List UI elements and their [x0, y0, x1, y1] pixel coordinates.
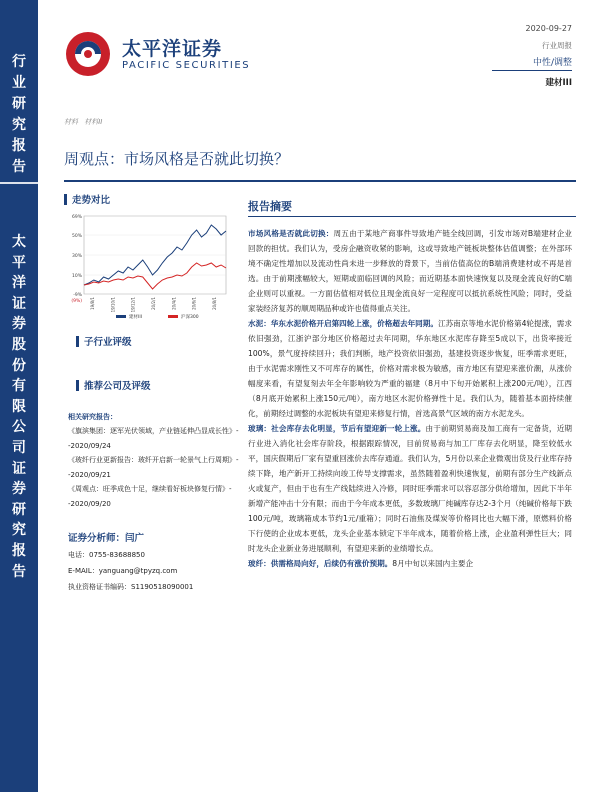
section-marker: [76, 380, 79, 391]
section-marker: [64, 194, 67, 205]
paragraph-text: 江苏南京等地水泥价格第4轮提涨，需求依旧强劲，江浙沪部分地区价格超过去年同期，华东地区水泥库存降至5成以下，出货率接近100%，景气度持续回升；我们判断，地产投资依旧强劲，基建投资逐步恢复，旺季需求更旺，由于水泥需求刚性又不可库存的属性，价格对需求极为敏感，南方地区有望迎来涨价潮，从涨价幅度来看，有望复刻去年全年影响较为严重的福建（8月中下旬开始累积上涨200元/吨），江西（8月底开始累积上涨150元/吨），南方地区水泥价格弹性十足。我们认为，随着基本面持续催化，前期经过调整的水泥板块有望迎来修复行情，首选高景气区域的南方水泥龙头。: [248, 319, 572, 418]
summary-body: [248, 226, 572, 571]
trend-chart: [64, 206, 234, 326]
paragraph-lead: 玻纤：供需格局向好，后续仍有涨价预期。: [248, 559, 393, 568]
breadcrumb-level-1: 材料: [64, 118, 78, 126]
report-type: 行业周报: [542, 41, 572, 50]
paragraph-lead: 玻璃：社会库存去化明显，节后有望迎新一轮上涨。: [248, 424, 426, 433]
paragraph-text: 8月中旬以来国内主要企: [392, 559, 474, 568]
related-reports-list: [68, 424, 244, 512]
summary-rule: [248, 216, 576, 217]
sidebar: [0, 0, 38, 792]
sidebar-report-label: 行业研究报告: [12, 54, 26, 175]
sub-rating-header: [76, 334, 132, 348]
x-tick-label: 19/8/1: [90, 297, 96, 310]
industry-rating: 中性/调整: [532, 58, 572, 68]
related-report-item[interactable]: 《旗滨集团：逐军光伏领域，产业链延伸凸显成长性》--2020/09/24: [68, 427, 239, 450]
summary-paragraph: [248, 421, 572, 556]
legend-label: 沪深300: [181, 315, 199, 320]
y-tick-label: -9%: [73, 293, 82, 298]
related-report-item[interactable]: 《周观点：旺季成色十足，继续看好板块修复行情》--2020/09/20: [68, 485, 232, 508]
x-tick-label: 19/12/1: [130, 297, 136, 313]
brand-name-en: PACIFIC SECURITIES: [122, 60, 251, 71]
related-reports-title: 相关研究报告：: [68, 413, 117, 421]
y-tick-label: 30%: [71, 254, 82, 259]
industry-name: 建材III: [545, 78, 572, 88]
legend-swatch: [116, 315, 126, 318]
section-marker: [76, 336, 79, 347]
y-tick-label: 69%: [71, 215, 82, 220]
summary-paragraph: [248, 226, 572, 316]
summary-paragraph: [248, 316, 572, 421]
y-tick-label: 50%: [71, 234, 82, 239]
related-report-item[interactable]: 《玻纤行业更新报告：玻纤开启新一轮景气上行周期》--2020/09/21: [68, 456, 239, 479]
y-tick-label: 10%: [71, 274, 82, 279]
breadcrumb-level-2: 材料II: [84, 118, 103, 126]
x-tick-label: 19/10/1: [110, 297, 116, 313]
recommend-header: [76, 378, 151, 392]
analyst-license: 执业资格证书编码：S1190518090001: [68, 583, 194, 591]
legend-label: 建材III: [129, 315, 142, 320]
header-rule: [492, 70, 572, 71]
x-tick-label: 20/2/1: [151, 297, 156, 310]
summary-title: 报告摘要: [248, 200, 292, 213]
x-tick-label: 20/8/1: [211, 297, 217, 310]
report-date: 2020-09-27: [525, 24, 572, 33]
paragraph-lead: 市场风格是否就此切换：: [248, 229, 334, 238]
x-tick-label: 20/4/1: [171, 297, 177, 310]
analyst-name: 证券分析师：闫广: [68, 533, 145, 544]
summary-paragraph: [248, 556, 572, 571]
paragraph-text: 由于前期贸易商及加工商有一定备货，近期行业进入消化社会库存阶段，根据跟踪情况，目前贸易商与加工厂库存去化明显，降至较低水平，国庆假期后厂家有望重回涨价去库存通道。我们认为，5月份以来企业微观出货及行业库存持续下降，地产新开工持续向竣工传导支撑需求，虽然随着盈利快速恢复，前期有部分生产线新点火或复产，但由于也有生产线陆续进入冷修，同时旺季需求可以容忍部分供给增加，因此下半年新增产能冲击十分有限；而由于今年成本更低，多数玻璃厂纯碱库存达2-3个月（纯碱价格每下跌100元/吨，玻璃箱成本节约1元/重箱）；同时石油焦及煤炭等价格同比也大幅下滑，原燃料价格下行使的企业成本更低，龙头企业基本锁定下半年成本，随着价格上涨，企业盈利弹性巨大；同时龙头企业新业务进展顺利，有望迎来新的业绩增长点。: [248, 424, 573, 553]
paragraph-text: 周五由于某地产商事件导致地产链全线回调，引发市场对B端建材企业回款的担忧。我们认为，受房企融资收紧的影响，这或导致地产链板块整体估值调整；在外部环境不确定性增加以及流动性尚未进一步释放的背景下，当前估值高位的B端消费建材或不再是首选。由于前期涨幅较大，短期或面临回调的风险；而近期基本面快速恢复以及现金流良好的C端企业则可以重视。一方面估值相对低位且现金流良好一定程度可以抵抗系统性风险；同时，受益家装经济复苏的顺周期品种或许也值得重点关注。: [248, 229, 572, 313]
analyst-phone: 电话：0755-83688850: [68, 551, 145, 559]
sidebar-divider: [0, 182, 38, 184]
breadcrumb: [64, 117, 102, 127]
pacific-logo-icon: [64, 30, 112, 78]
analyst-email[interactable]: E-MAIL：yanguang@tpyzq.com: [68, 567, 178, 575]
y-tick-label: (9%): [71, 299, 82, 304]
legend-swatch: [168, 315, 178, 318]
x-tick-label: 20/6/1: [191, 297, 197, 310]
series-line: [84, 263, 226, 289]
recommend-title: 推荐公司及评级: [84, 381, 151, 392]
paragraph-lead: 水泥：华东水泥价格开启第四轮上涨，价格超去年同期。: [248, 319, 438, 328]
title-rule: [64, 180, 576, 182]
trend-section-header: [64, 192, 110, 206]
brand-name-cn: 太平洋证券: [122, 38, 223, 60]
sub-rating-title: 子行业评级: [84, 337, 132, 348]
sidebar-company-label: 太平洋证券股份有限公司证券研究报告: [12, 234, 26, 580]
trend-section-title: 走势对比: [72, 195, 111, 206]
page-title: 周观点：市场风格是否就此切换？: [64, 150, 290, 168]
